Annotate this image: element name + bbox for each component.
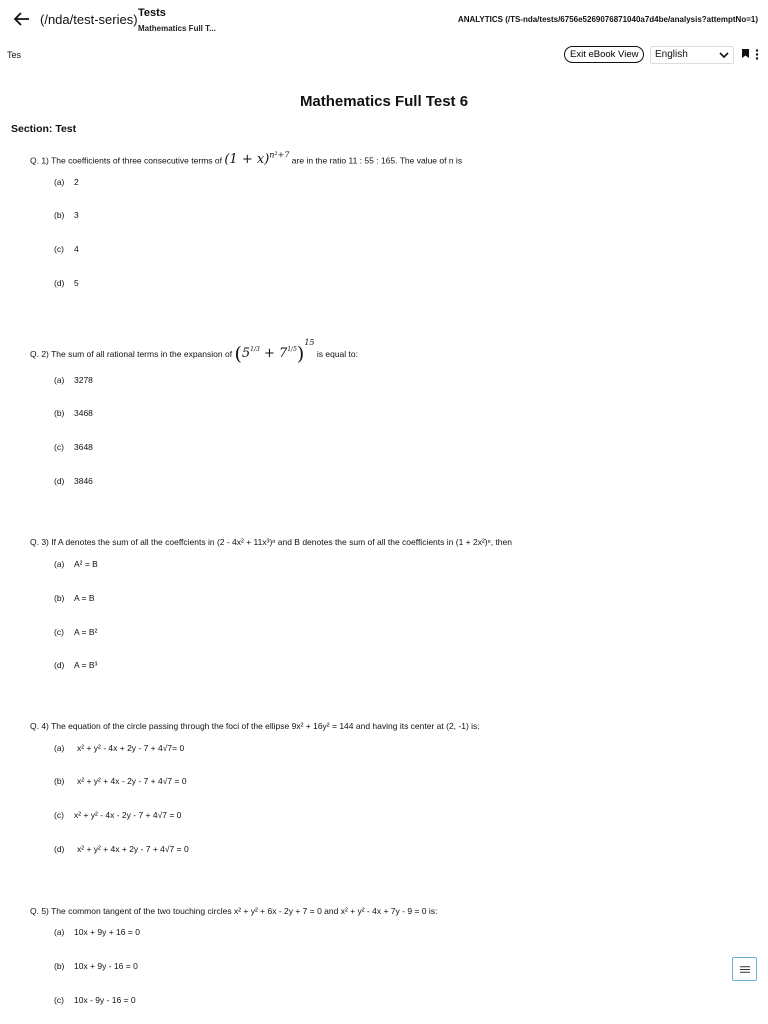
kebab-icon[interactable] [755,49,759,60]
question-2-text: Q. 2) The sum of all rational terms in the expansion of $(5^{1/3} + 7^{1/5})^{15}$ is equal to: [30,338,358,365]
question-menu-button[interactable] [732,957,757,981]
question-2-option-b[interactable]: (b) 3468 [54,408,93,418]
question-2-option-c[interactable]: (c) 3648 [54,442,93,452]
question-4-option-c[interactable]: (c) x² + y² - 4x - 2y - 7 + 4√7 = 0 [54,810,182,820]
language-select[interactable] [650,46,734,64]
page-title: Mathematics Full Test 6 [299,93,469,110]
question-5-option-a[interactable]: (a) 10x + 9y + 16 = 0 [54,927,140,937]
question-4-option-a[interactable]: (a) x² + y² - 4x + 2y - 7 + 4√7= 0 [54,743,185,753]
question-1-math: $(1 + x)^{n^2+7}$ [224,151,290,168]
question-1-option-c[interactable]: (c) 4 [54,244,79,254]
ebook-toolbar [0,44,768,66]
question-3-option-d[interactable]: (d) A = B³ [54,660,98,670]
language-selected-value: English [655,49,688,60]
breadcrumb-subtitle: Mathematics Full T... [138,24,216,33]
exit-ebook-view-button[interactable]: Exit eBook View [564,46,644,63]
back-link[interactable]: (/nda/test-series) [40,12,138,27]
question-4-option-d[interactable]: (d) x² + y² + 4x + 2y - 7 + 4√7 = 0 [54,844,189,854]
question-5-option-b[interactable]: (b) 10x + 9y - 16 = 0 [54,961,138,971]
question-4-text: Q. 4) The equation of the circle passing through the foci of the ellipse 9x² + 16y² = 144 and having its center at (2, -1) is: [30,721,480,731]
bookmark-icon[interactable] [742,49,749,58]
question-3-option-b[interactable]: (b) A = B [54,593,95,603]
question-1-option-a[interactable]: (a) 2 [54,177,79,187]
question-2-option-d[interactable]: (d) 3846 [54,476,93,486]
question-5-option-c[interactable]: (c) 10x - 9y - 16 = 0 [54,995,136,1005]
breadcrumb-title[interactable]: Tests [138,7,166,19]
chevron-down-icon [719,51,729,59]
section-title: Section: Test [11,123,77,135]
hamburger-icon [740,966,750,973]
test-short-label: Tes [7,50,22,60]
question-2-math: $(5^{1/3} + 7^{1/5})^{15}$ [234,338,315,365]
arrow-left-icon[interactable] [12,9,32,29]
analytics-link[interactable]: ANALYTICS (/TS-nda/tests/6756e5269076871040a7d4be/analysis?attemptNo=1) [457,15,758,24]
question-3-option-c[interactable]: (c) A = B² [54,627,98,637]
question-1-option-b[interactable]: (b) 3 [54,210,79,220]
question-3-option-a[interactable]: (a) A² = B [54,559,98,569]
question-4-option-b[interactable]: (b) x² + y² + 4x - 2y - 7 + 4√7 = 0 [54,776,187,786]
top-app-bar [0,0,768,40]
question-5-text: Q. 5) The common tangent of the two touching circles x² + y² + 6x - 2y + 7 = 0 and x² + y² - 4x + 7y - 9 = 0 is: [30,906,438,916]
question-3-text: Q. 3) If A denotes the sum of all the coeffcients in (2 - 4x² + 11x³)ⁿ and B denotes the sum of all the coefficients in (1 + 2x²)ⁿ, then [30,537,512,547]
question-2-option-a[interactable]: (a) 3278 [54,375,93,385]
question-1-text: Q. 1) The coefficients of three consecutive terms of $(1 + x)^{n^2+7}$ are in the ratio 11 : 55 : 165. The value of n is [30,151,463,168]
question-1-option-d[interactable]: (d) 5 [54,278,79,288]
